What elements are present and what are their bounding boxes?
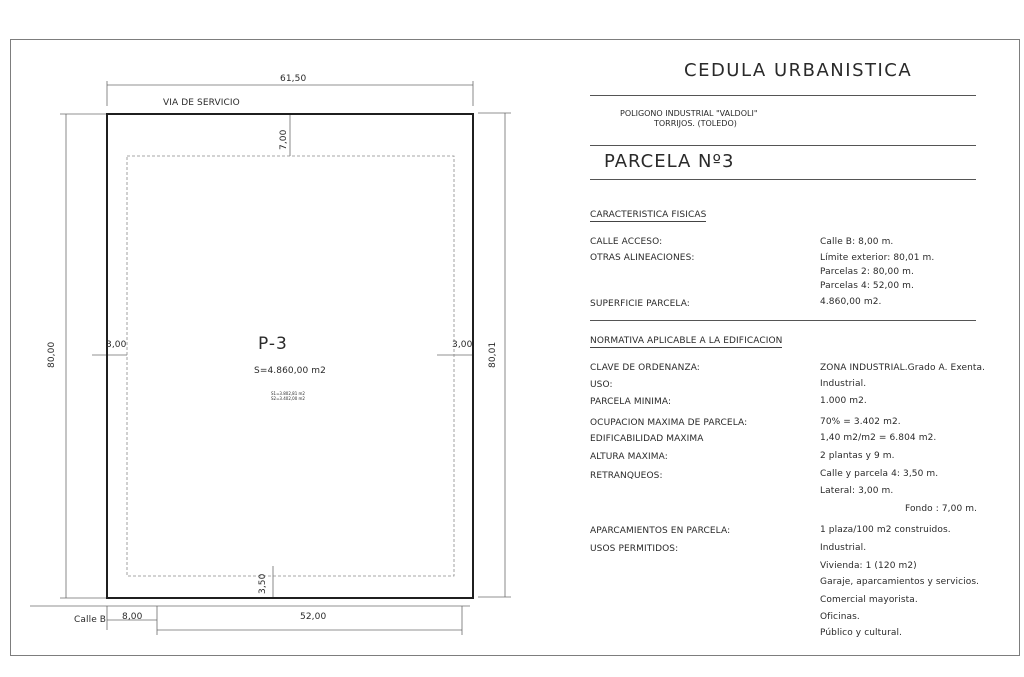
value-ocupacion-maxima: 70% = 3.402 m2. — [820, 417, 901, 427]
value-aparcamientos: 1 plaza/100 m2 construidos. — [820, 525, 951, 535]
label-uso: USO: — [590, 380, 613, 390]
value-usos-permitidos-5: Oficinas. — [820, 612, 860, 622]
value-parcela-minima: 1.000 m2. — [820, 396, 867, 406]
value-clave-ordenanza: ZONA INDUSTRIAL.Grado A. Exenta. — [820, 363, 986, 373]
value-usos-permitidos-4: Comercial mayorista. — [820, 595, 918, 605]
label-otras-alineaciones: OTRAS ALINEACIONES: — [590, 253, 695, 263]
street-width: 8,00 — [122, 612, 143, 622]
value-superficie-parcela: 4.860,00 m2. — [820, 297, 882, 307]
regulations-heading: NORMATIVA APLICABLE A LA EDIFICACION — [590, 336, 783, 346]
value-usos-permitidos-6: Público y cultural. — [820, 628, 903, 638]
right-dimension: 80,01 — [488, 341, 498, 368]
location-line-1: POLIGONO INDUSTRIAL "VALDOLI" — [620, 109, 758, 118]
parcel-title: PARCELA Nº3 — [604, 151, 735, 172]
value-edificabilidad-maxima: 1,40 m2/m2 = 6.804 m2. — [820, 433, 937, 443]
street-label: Calle B — [74, 615, 107, 625]
value-calle-acceso: Calle B: 8,00 m. — [820, 237, 894, 247]
left-dimension: 80,00 — [47, 341, 57, 368]
label-calle-acceso: CALLE ACCESO: — [590, 237, 663, 247]
physical-rule — [590, 320, 976, 321]
value-otras-alineaciones-3: Parcelas 4: 52,00 m. — [820, 281, 914, 291]
label-aparcamientos: APARCAMIENTOS EN PARCELA: — [590, 526, 731, 536]
right-side-setback: 3,00 — [452, 340, 473, 350]
road-label: VIA DE SERVICIO — [163, 98, 240, 108]
location-rule — [590, 145, 976, 146]
front-setback-dimension: 7,00 — [279, 129, 289, 150]
value-retranqueos-1: Calle y parcela 4: 3,50 m. — [820, 469, 939, 479]
parcel-title-rule — [590, 179, 976, 180]
sheet-title: CEDULA URBANISTICA — [684, 60, 913, 81]
value-usos-permitidos-1: Industrial. — [820, 543, 867, 553]
top-dimension: 61,50 — [280, 74, 307, 84]
sub-area-1: S1=3.802,81 m2 — [271, 391, 305, 396]
label-retranqueos: RETRANQUEOS: — [590, 471, 663, 481]
left-side-setback: 3,00 — [106, 340, 127, 350]
title-rule — [590, 95, 976, 96]
label-superficie-parcela: SUPERFICIE PARCELA: — [590, 299, 690, 309]
parcel-area: S=4.860,00 m2 — [254, 366, 326, 376]
value-usos-permitidos-2: Vivienda: 1 (120 m2) — [820, 561, 917, 571]
label-clave-ordenanza: CLAVE DE ORDENANZA: — [590, 363, 700, 373]
location-line-2: TORRIJOS. (TOLEDO) — [654, 119, 737, 128]
parcel-outline — [107, 114, 473, 598]
parcel-code: P-3 — [258, 334, 288, 354]
value-otras-alineaciones-2: Parcelas 2: 80,00 m. — [820, 267, 914, 277]
sub-area-2: S2=3.402,00 m2 — [271, 396, 305, 401]
value-uso: Industrial. — [820, 379, 867, 389]
value-altura-maxima: 2 plantas y 9 m. — [820, 451, 895, 461]
label-edificabilidad-maxima: EDIFICABILIDAD MAXIMA — [590, 434, 704, 444]
physical-heading: CARACTERISTICA FISICAS — [590, 210, 707, 220]
value-retranqueos-2: Lateral: 3,00 m. — [820, 486, 894, 496]
label-parcela-minima: PARCELA MINIMA: — [590, 397, 672, 407]
label-altura-maxima: ALTURA MAXIMA: — [590, 452, 668, 462]
value-retranqueos-3: Fondo : 7,00 m. — [905, 504, 978, 514]
value-otras-alineaciones-1: Límite exterior: 80,01 m. — [820, 253, 935, 263]
bottom-dimension: 52,00 — [300, 612, 327, 622]
value-usos-permitidos-3: Garaje, aparcamientos y servicios. — [820, 577, 980, 587]
label-usos-permitidos: USOS PERMITIDOS: — [590, 544, 679, 554]
label-ocupacion-maxima: OCUPACION MAXIMA DE PARCELA: — [590, 418, 748, 428]
back-setback-dimension: 3,50 — [258, 573, 268, 594]
